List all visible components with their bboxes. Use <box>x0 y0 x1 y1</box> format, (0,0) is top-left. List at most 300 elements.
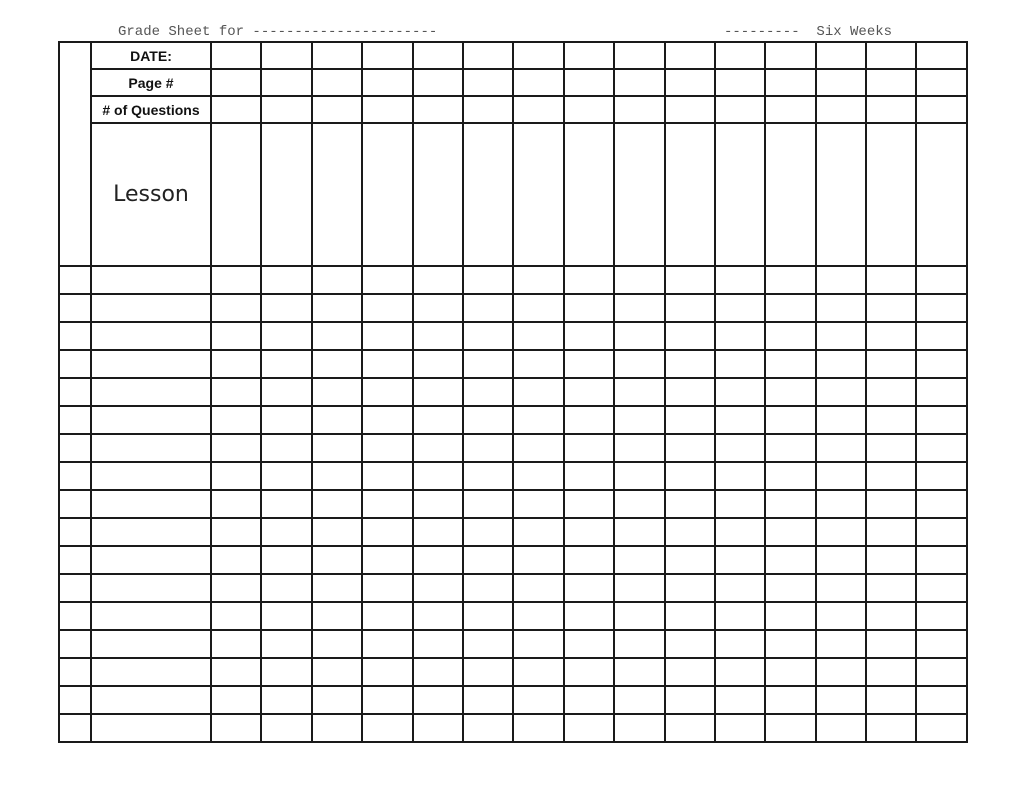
date-cell-7[interactable] <box>513 42 563 69</box>
date-cell-1[interactable] <box>211 42 261 69</box>
grade-cell[interactable] <box>463 266 513 294</box>
questions-cell-14[interactable] <box>866 96 916 123</box>
grade-cell[interactable] <box>715 658 765 686</box>
grade-cell[interactable] <box>513 630 563 658</box>
page-cell-4[interactable] <box>362 69 412 96</box>
date-cell-3[interactable] <box>312 42 362 69</box>
grade-cell[interactable] <box>362 714 412 742</box>
grade-cell[interactable] <box>816 686 866 714</box>
grade-cell[interactable] <box>362 490 412 518</box>
grade-cell[interactable] <box>211 574 261 602</box>
date-cell-8[interactable] <box>564 42 614 69</box>
student-name-cell[interactable] <box>91 630 211 658</box>
student-number-cell[interactable] <box>59 322 91 350</box>
grade-cell[interactable] <box>816 602 866 630</box>
grade-cell[interactable] <box>413 350 463 378</box>
grade-cell[interactable] <box>261 574 311 602</box>
grade-cell[interactable] <box>715 574 765 602</box>
grade-cell[interactable] <box>866 266 916 294</box>
grade-cell[interactable] <box>765 378 815 406</box>
grade-cell[interactable] <box>816 574 866 602</box>
grade-cell[interactable] <box>866 378 916 406</box>
student-number-cell[interactable] <box>59 546 91 574</box>
student-name-cell[interactable] <box>91 602 211 630</box>
grade-cell[interactable] <box>261 294 311 322</box>
student-number-cell[interactable] <box>59 434 91 462</box>
grade-cell[interactable] <box>614 434 664 462</box>
grade-cell[interactable] <box>564 322 614 350</box>
lesson-cell-15[interactable] <box>916 123 966 266</box>
grade-cell[interactable] <box>916 546 966 574</box>
student-name-cell[interactable] <box>91 434 211 462</box>
grade-cell[interactable] <box>816 406 866 434</box>
grade-cell[interactable] <box>816 490 866 518</box>
date-cell-4[interactable] <box>362 42 412 69</box>
date-cell-11[interactable] <box>715 42 765 69</box>
grade-cell[interactable] <box>362 462 412 490</box>
grade-cell[interactable] <box>816 378 866 406</box>
student-number-cell[interactable] <box>59 574 91 602</box>
student-name-cell[interactable] <box>91 546 211 574</box>
grade-cell[interactable] <box>513 294 563 322</box>
grade-cell[interactable] <box>564 574 614 602</box>
grade-cell[interactable] <box>816 434 866 462</box>
grade-cell[interactable] <box>463 490 513 518</box>
grade-cell[interactable] <box>312 490 362 518</box>
grade-cell[interactable] <box>765 518 815 546</box>
grade-cell[interactable] <box>261 714 311 742</box>
student-number-cell[interactable] <box>59 378 91 406</box>
grade-cell[interactable] <box>916 350 966 378</box>
grade-cell[interactable] <box>463 714 513 742</box>
grade-cell[interactable] <box>916 714 966 742</box>
date-cell-9[interactable] <box>614 42 664 69</box>
grade-cell[interactable] <box>665 686 715 714</box>
lesson-cell-1[interactable] <box>211 123 261 266</box>
student-number-cell[interactable] <box>59 686 91 714</box>
grade-cell[interactable] <box>513 574 563 602</box>
grade-cell[interactable] <box>765 630 815 658</box>
grade-cell[interactable] <box>513 490 563 518</box>
grade-cell[interactable] <box>564 490 614 518</box>
grade-cell[interactable] <box>261 630 311 658</box>
grade-cell[interactable] <box>564 350 614 378</box>
student-number-cell[interactable] <box>59 350 91 378</box>
grade-cell[interactable] <box>463 462 513 490</box>
grade-cell[interactable] <box>513 602 563 630</box>
grade-cell[interactable] <box>614 546 664 574</box>
grade-cell[interactable] <box>665 546 715 574</box>
grade-cell[interactable] <box>816 658 866 686</box>
page-cell-11[interactable] <box>715 69 765 96</box>
grade-cell[interactable] <box>261 490 311 518</box>
grade-cell[interactable] <box>513 322 563 350</box>
grade-cell[interactable] <box>413 686 463 714</box>
grade-cell[interactable] <box>261 434 311 462</box>
grade-cell[interactable] <box>614 518 664 546</box>
grade-cell[interactable] <box>513 350 563 378</box>
grade-cell[interactable] <box>665 658 715 686</box>
grade-cell[interactable] <box>564 294 614 322</box>
student-number-cell[interactable] <box>59 630 91 658</box>
grade-cell[interactable] <box>312 686 362 714</box>
date-cell-15[interactable] <box>916 42 966 69</box>
grade-cell[interactable] <box>463 350 513 378</box>
grade-cell[interactable] <box>614 378 664 406</box>
grade-cell[interactable] <box>715 714 765 742</box>
grade-cell[interactable] <box>614 322 664 350</box>
grade-cell[interactable] <box>564 378 614 406</box>
grade-cell[interactable] <box>413 462 463 490</box>
grade-cell[interactable] <box>564 546 614 574</box>
grade-cell[interactable] <box>513 434 563 462</box>
grade-cell[interactable] <box>312 350 362 378</box>
grade-cell[interactable] <box>463 602 513 630</box>
grade-cell[interactable] <box>765 686 815 714</box>
grade-cell[interactable] <box>564 266 614 294</box>
lesson-cell-3[interactable] <box>312 123 362 266</box>
questions-cell-8[interactable] <box>564 96 614 123</box>
grade-cell[interactable] <box>463 434 513 462</box>
grade-cell[interactable] <box>413 322 463 350</box>
grade-cell[interactable] <box>866 518 916 546</box>
student-name-cell[interactable] <box>91 406 211 434</box>
grade-cell[interactable] <box>715 434 765 462</box>
page-cell-12[interactable] <box>765 69 815 96</box>
grade-cell[interactable] <box>312 406 362 434</box>
page-cell-7[interactable] <box>513 69 563 96</box>
grade-cell[interactable] <box>866 714 916 742</box>
grade-cell[interactable] <box>916 462 966 490</box>
student-name-cell[interactable] <box>91 266 211 294</box>
grade-cell[interactable] <box>564 406 614 434</box>
grade-cell[interactable] <box>715 350 765 378</box>
lesson-cell-12[interactable] <box>765 123 815 266</box>
grade-cell[interactable] <box>513 406 563 434</box>
grade-cell[interactable] <box>211 714 261 742</box>
grade-cell[interactable] <box>362 322 412 350</box>
grade-cell[interactable] <box>916 658 966 686</box>
grade-cell[interactable] <box>665 378 715 406</box>
grade-cell[interactable] <box>816 266 866 294</box>
grade-cell[interactable] <box>916 266 966 294</box>
grade-cell[interactable] <box>463 294 513 322</box>
grade-cell[interactable] <box>211 406 261 434</box>
page-cell-2[interactable] <box>261 69 311 96</box>
questions-cell-5[interactable] <box>413 96 463 123</box>
grade-cell[interactable] <box>916 686 966 714</box>
grade-cell[interactable] <box>866 406 916 434</box>
grade-cell[interactable] <box>816 350 866 378</box>
grade-cell[interactable] <box>463 546 513 574</box>
grade-cell[interactable] <box>816 518 866 546</box>
grade-cell[interactable] <box>463 406 513 434</box>
grade-cell[interactable] <box>261 602 311 630</box>
page-cell-3[interactable] <box>312 69 362 96</box>
grade-cell[interactable] <box>312 462 362 490</box>
lesson-cell-6[interactable] <box>463 123 513 266</box>
grade-cell[interactable] <box>866 658 916 686</box>
grade-cell[interactable] <box>665 462 715 490</box>
grade-cell[interactable] <box>614 714 664 742</box>
grade-cell[interactable] <box>866 462 916 490</box>
questions-cell-13[interactable] <box>816 96 866 123</box>
grade-cell[interactable] <box>665 630 715 658</box>
grade-cell[interactable] <box>312 602 362 630</box>
grade-cell[interactable] <box>362 518 412 546</box>
grade-cell[interactable] <box>816 546 866 574</box>
grade-cell[interactable] <box>413 518 463 546</box>
grade-cell[interactable] <box>362 378 412 406</box>
grade-cell[interactable] <box>413 490 463 518</box>
grade-cell[interactable] <box>715 406 765 434</box>
grade-cell[interactable] <box>866 490 916 518</box>
student-name-cell[interactable] <box>91 322 211 350</box>
student-name-cell[interactable] <box>91 658 211 686</box>
grade-cell[interactable] <box>715 686 765 714</box>
grade-cell[interactable] <box>916 406 966 434</box>
lesson-cell-14[interactable] <box>866 123 916 266</box>
lesson-cell-5[interactable] <box>413 123 463 266</box>
lesson-cell-13[interactable] <box>816 123 866 266</box>
grade-cell[interactable] <box>614 574 664 602</box>
grade-cell[interactable] <box>312 294 362 322</box>
grade-cell[interactable] <box>614 658 664 686</box>
grade-cell[interactable] <box>614 630 664 658</box>
questions-cell-2[interactable] <box>261 96 311 123</box>
date-cell-10[interactable] <box>665 42 715 69</box>
grade-cell[interactable] <box>211 378 261 406</box>
grade-cell[interactable] <box>513 462 563 490</box>
grade-cell[interactable] <box>362 630 412 658</box>
grade-cell[interactable] <box>261 518 311 546</box>
lesson-cell-11[interactable] <box>715 123 765 266</box>
grade-cell[interactable] <box>614 294 664 322</box>
grade-cell[interactable] <box>463 686 513 714</box>
student-name-cell[interactable] <box>91 714 211 742</box>
grade-cell[interactable] <box>211 434 261 462</box>
grade-cell[interactable] <box>513 714 563 742</box>
grade-cell[interactable] <box>211 294 261 322</box>
grade-cell[interactable] <box>362 350 412 378</box>
grade-cell[interactable] <box>211 266 261 294</box>
student-number-cell[interactable] <box>59 714 91 742</box>
grade-cell[interactable] <box>463 322 513 350</box>
grade-cell[interactable] <box>715 378 765 406</box>
grade-cell[interactable] <box>765 406 815 434</box>
questions-cell-10[interactable] <box>665 96 715 123</box>
grade-cell[interactable] <box>261 378 311 406</box>
grade-cell[interactable] <box>614 266 664 294</box>
grade-cell[interactable] <box>866 434 916 462</box>
grade-cell[interactable] <box>665 574 715 602</box>
questions-cell-12[interactable] <box>765 96 815 123</box>
grade-cell[interactable] <box>463 658 513 686</box>
grade-cell[interactable] <box>866 630 916 658</box>
grade-cell[interactable] <box>261 322 311 350</box>
grade-cell[interactable] <box>564 658 614 686</box>
student-number-cell[interactable] <box>59 658 91 686</box>
grade-cell[interactable] <box>816 714 866 742</box>
grade-cell[interactable] <box>916 602 966 630</box>
date-cell-14[interactable] <box>866 42 916 69</box>
grade-cell[interactable] <box>765 434 815 462</box>
date-cell-6[interactable] <box>463 42 513 69</box>
grade-cell[interactable] <box>866 350 916 378</box>
page-cell-6[interactable] <box>463 69 513 96</box>
student-name-cell[interactable] <box>91 378 211 406</box>
grade-cell[interactable] <box>211 322 261 350</box>
lesson-cell-2[interactable] <box>261 123 311 266</box>
grade-cell[interactable] <box>463 518 513 546</box>
student-name-cell[interactable] <box>91 686 211 714</box>
student-name-cell[interactable] <box>91 490 211 518</box>
grade-cell[interactable] <box>211 658 261 686</box>
grade-cell[interactable] <box>715 518 765 546</box>
grade-cell[interactable] <box>413 658 463 686</box>
grade-cell[interactable] <box>211 490 261 518</box>
grade-cell[interactable] <box>614 602 664 630</box>
grade-cell[interactable] <box>614 406 664 434</box>
student-number-cell[interactable] <box>59 518 91 546</box>
grade-cell[interactable] <box>614 686 664 714</box>
grade-cell[interactable] <box>312 378 362 406</box>
student-name-cell[interactable] <box>91 518 211 546</box>
grade-cell[interactable] <box>866 686 916 714</box>
grade-cell[interactable] <box>564 686 614 714</box>
grade-cell[interactable] <box>362 686 412 714</box>
page-cell-9[interactable] <box>614 69 664 96</box>
grade-cell[interactable] <box>261 350 311 378</box>
lesson-cell-4[interactable] <box>362 123 412 266</box>
grade-cell[interactable] <box>665 294 715 322</box>
questions-cell-9[interactable] <box>614 96 664 123</box>
page-cell-10[interactable] <box>665 69 715 96</box>
grade-cell[interactable] <box>715 546 765 574</box>
grade-cell[interactable] <box>866 294 916 322</box>
grade-cell[interactable] <box>261 266 311 294</box>
lesson-cell-8[interactable] <box>564 123 614 266</box>
grade-cell[interactable] <box>916 434 966 462</box>
student-number-cell[interactable] <box>59 294 91 322</box>
grade-cell[interactable] <box>362 574 412 602</box>
grade-cell[interactable] <box>362 658 412 686</box>
grade-cell[interactable] <box>211 546 261 574</box>
grade-cell[interactable] <box>413 378 463 406</box>
grade-cell[interactable] <box>665 350 715 378</box>
grade-cell[interactable] <box>312 658 362 686</box>
grade-cell[interactable] <box>816 294 866 322</box>
grade-cell[interactable] <box>211 350 261 378</box>
grade-cell[interactable] <box>715 602 765 630</box>
grade-cell[interactable] <box>362 602 412 630</box>
grade-cell[interactable] <box>614 462 664 490</box>
grade-cell[interactable] <box>413 434 463 462</box>
page-cell-8[interactable] <box>564 69 614 96</box>
grade-cell[interactable] <box>564 630 614 658</box>
questions-cell-3[interactable] <box>312 96 362 123</box>
questions-cell-7[interactable] <box>513 96 563 123</box>
grade-cell[interactable] <box>665 714 715 742</box>
grade-cell[interactable] <box>513 518 563 546</box>
grade-cell[interactable] <box>665 406 715 434</box>
grade-cell[interactable] <box>261 658 311 686</box>
grade-cell[interactable] <box>463 630 513 658</box>
grade-cell[interactable] <box>916 518 966 546</box>
grade-cell[interactable] <box>513 686 563 714</box>
grade-cell[interactable] <box>916 630 966 658</box>
student-name-cell[interactable] <box>91 462 211 490</box>
grade-cell[interactable] <box>765 602 815 630</box>
grade-cell[interactable] <box>715 322 765 350</box>
grade-cell[interactable] <box>715 490 765 518</box>
grade-cell[interactable] <box>816 322 866 350</box>
grade-cell[interactable] <box>816 462 866 490</box>
questions-cell-15[interactable] <box>916 96 966 123</box>
grade-cell[interactable] <box>261 686 311 714</box>
grade-cell[interactable] <box>665 266 715 294</box>
grade-cell[interactable] <box>715 266 765 294</box>
grade-cell[interactable] <box>916 294 966 322</box>
grade-cell[interactable] <box>715 630 765 658</box>
grade-cell[interactable] <box>765 462 815 490</box>
student-number-cell[interactable] <box>59 266 91 294</box>
grade-cell[interactable] <box>211 518 261 546</box>
grade-cell[interactable] <box>765 546 815 574</box>
questions-cell-1[interactable] <box>211 96 261 123</box>
questions-cell-11[interactable] <box>715 96 765 123</box>
grade-cell[interactable] <box>765 574 815 602</box>
grade-cell[interactable] <box>866 602 916 630</box>
grade-cell[interactable] <box>463 378 513 406</box>
grade-cell[interactable] <box>665 490 715 518</box>
grade-cell[interactable] <box>564 462 614 490</box>
grade-cell[interactable] <box>413 602 463 630</box>
date-cell-5[interactable] <box>413 42 463 69</box>
grade-cell[interactable] <box>564 602 614 630</box>
grade-cell[interactable] <box>413 294 463 322</box>
student-name-cell[interactable] <box>91 574 211 602</box>
grade-cell[interactable] <box>866 574 916 602</box>
grade-cell[interactable] <box>765 266 815 294</box>
grade-cell[interactable] <box>614 350 664 378</box>
grade-cell[interactable] <box>765 350 815 378</box>
grade-cell[interactable] <box>312 574 362 602</box>
grade-cell[interactable] <box>564 714 614 742</box>
grade-cell[interactable] <box>362 434 412 462</box>
grade-cell[interactable] <box>614 490 664 518</box>
lesson-cell-10[interactable] <box>665 123 715 266</box>
grade-cell[interactable] <box>261 462 311 490</box>
grade-cell[interactable] <box>463 574 513 602</box>
grade-cell[interactable] <box>665 434 715 462</box>
grade-cell[interactable] <box>312 714 362 742</box>
student-number-cell[interactable] <box>59 462 91 490</box>
grade-cell[interactable] <box>513 266 563 294</box>
grade-cell[interactable] <box>413 406 463 434</box>
grade-cell[interactable] <box>362 294 412 322</box>
questions-cell-4[interactable] <box>362 96 412 123</box>
grade-cell[interactable] <box>866 546 916 574</box>
grade-cell[interactable] <box>866 322 916 350</box>
grade-cell[interactable] <box>513 378 563 406</box>
student-number-cell[interactable] <box>59 602 91 630</box>
grade-cell[interactable] <box>715 294 765 322</box>
grade-cell[interactable] <box>362 266 412 294</box>
grade-cell[interactable] <box>312 546 362 574</box>
grade-cell[interactable] <box>564 518 614 546</box>
grade-cell[interactable] <box>362 546 412 574</box>
